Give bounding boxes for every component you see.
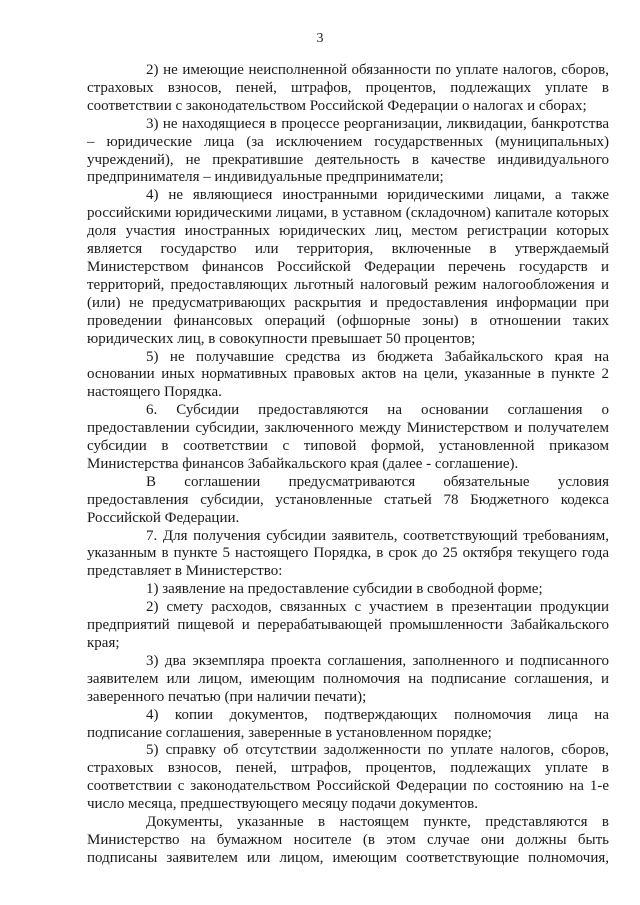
paragraph-agreement-terms: В соглашении предусматриваются обязательные условия предоставления субсидии, установленные статьей 78 Бюджетного кодекса Российской Федерации. — [87, 473, 609, 526]
paragraph-point-7: 7. Для получения субсидии заявитель, соответствующий требованиям, указанным в пункте 5 настоящего Порядка, в срок до 25 октября текущего года представляет в Министерство: — [87, 527, 609, 580]
paragraph-item-4: 4) не являющиеся иностранными юридическими лицами, а также российскими юридическими лицами, в уставном (складочном) капитале которых доля участия иностранных юридических лиц, местом регистрации которых является государство или территория, включенные в утверждаемый Министерством финансов Российской Федерации перечень государств и территорий, предоставляющих льготный налоговый режим налогообложения и (или) не предусматривающих раскрытия и предоставления информации при проведении финансовых операций (офшорные зоны) в отношении таких юридических лиц, в совокупности превышает 50 процентов; — [87, 187, 609, 347]
paragraph-doc-3: 3) два экземпляра проекта соглашения, заполненного и подписанного заявителем или лицом, имеющим полномочия на подписание соглашения, и заверенного печатью (при наличии печати); — [87, 652, 609, 705]
paragraph-documents-submission: Документы, указанные в настоящем пункте, представляются в Министерство на бумажном носителе (в этом случае они должны быть подписаны заявителем или лицом, имеющим соответствующие полномочия, — [87, 814, 609, 866]
paragraph-item-3: 3) не находящиеся в процессе реорганизации, ликвидации, банкротства – юридические лица (за исключением государственных (муниципальных) учреждений), не прекратившие деятельность в качестве индивидуального предпринимателя – индивидуальные предприниматели; — [87, 115, 609, 186]
page-number: 3 — [316, 31, 324, 46]
document-body — [87, 62, 609, 868]
paragraph-item-2: 2) не имеющие неисполненной обязанности по уплате налогов, сборов, страховых взносов, пеней, штрафов, процентов, подлежащих уплате в соответствии с законодательством Российской Федерации о налогах и сборах; — [87, 62, 609, 114]
paragraph-doc-2: 2) смету расходов, связанных с участием в презентации продукции предприятий пищевой и перерабатывающей промышленности Забайкальского края; — [87, 599, 609, 651]
paragraph-doc-4: 4) копии документов, подтверждающих полномочия лица на подписание соглашения, заверенные в установленном порядке; — [87, 706, 609, 741]
paragraph-doc-1: 1) заявление на предоставление субсидии в свободной форме; — [146, 581, 543, 598]
paragraph-doc-5: 5) справку об отсутствии задолженности по уплате налогов, сборов, страховых взносов, пеней, штрафов, процентов, подлежащих уплате в соответствии с законодательством Российской Федерации по состоянию на 1-е число месяца, предшествующего месяцу подачи документов. — [87, 742, 609, 813]
paragraph-item-5: 5) не получавшие средства из бюджета Забайкальского края на основании иных нормативных правовых актов на цели, указанные в пункте 2 настоящего Порядка. — [87, 348, 609, 401]
paragraph-point-6: 6. Субсидии предоставляются на основании соглашения о предоставлении субсидии, заключенного между Министерством и получателем субсидии в соответствии с типовой формой, установленной приказом Министерства финансов Забайкальского края (далее - соглашение). — [87, 402, 609, 472]
